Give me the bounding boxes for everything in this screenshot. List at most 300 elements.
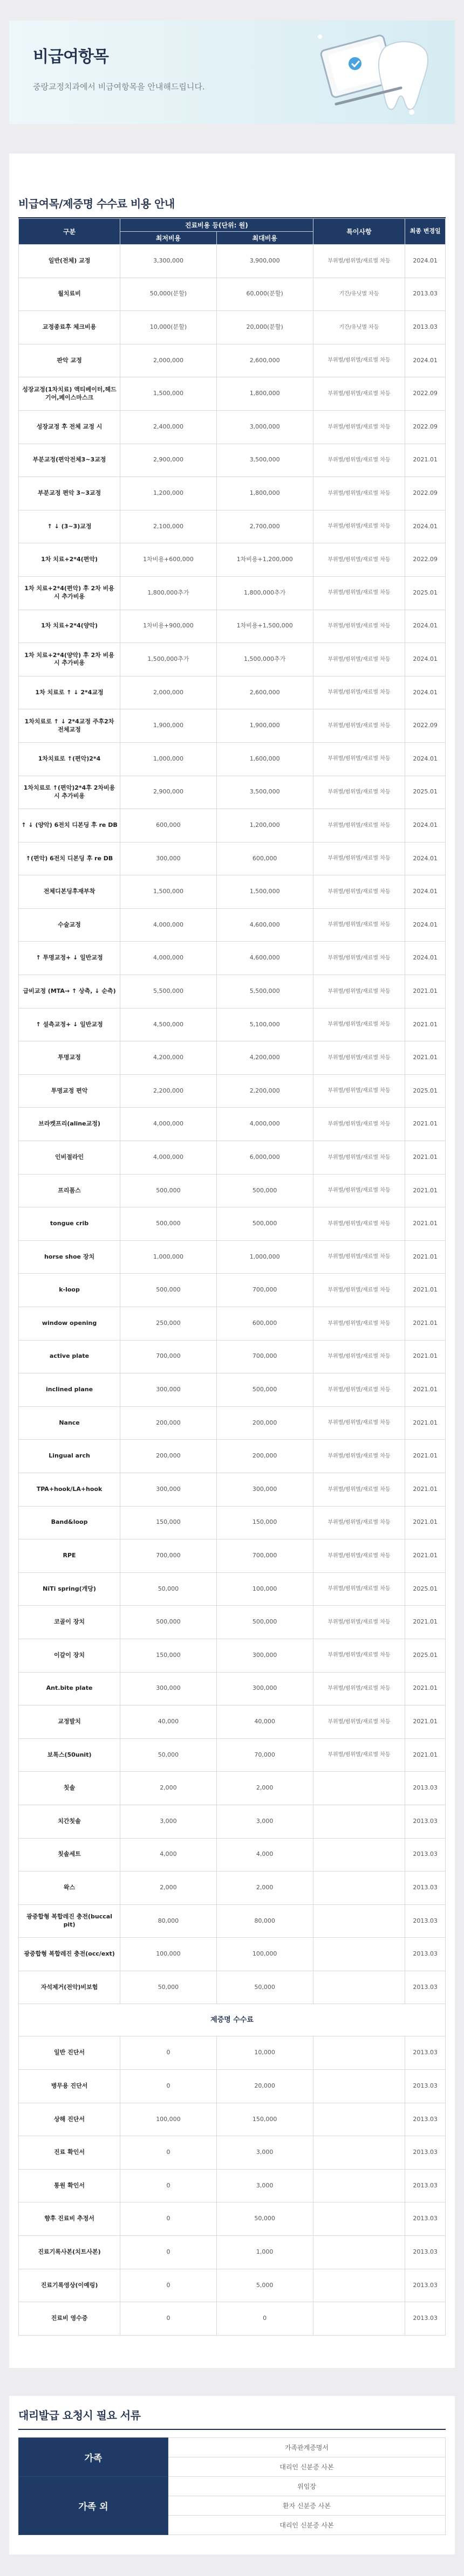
row-name: TPA+hook/LA+hook (19, 1473, 120, 1506)
row-name: NiTi spring(개당) (19, 1572, 120, 1606)
table-row (19, 1871, 446, 1905)
fee-rows (19, 245, 446, 2004)
row-note: 부위별/범위별/재료별 차등 (313, 643, 405, 676)
row-note: 부위별/범위별/재료별 차등 (313, 1074, 405, 1108)
table-row (19, 676, 446, 709)
row-note (313, 1904, 405, 1938)
row-note: 부위별/범위별/재료별 차등 (313, 1406, 405, 1440)
row-max: 1,600,000 (216, 742, 313, 776)
table-row (19, 1008, 446, 1041)
row-name: 통원 확인서 (19, 2169, 120, 2202)
row-max: 60,000(분할) (216, 278, 313, 311)
row-date: 2024.01 (405, 643, 446, 676)
doc-item: 대리인 신분증 사본 (168, 2515, 445, 2534)
row-min: 4,000,000 (120, 1108, 217, 1141)
row-note: 부위별/범위별/재료별 차등 (313, 809, 405, 842)
table-row (19, 1473, 446, 1506)
row-name: 진료기록영상(이예링) (19, 2269, 120, 2302)
row-name: 투명교정 (19, 1041, 120, 1075)
row-min: 1,500,000 (120, 377, 217, 411)
row-max: 150,000 (216, 2103, 313, 2136)
row-date: 2022.09 (405, 543, 446, 577)
row-min: 3,000 (120, 1805, 217, 1838)
row-min: 0 (120, 2070, 217, 2103)
row-name: active plate (19, 1340, 120, 1373)
row-name: 1차치료로 ↑(편악)2*4 (19, 742, 120, 776)
row-name: 교정발치 (19, 1705, 120, 1739)
tablet-tooth-illustration (304, 26, 439, 120)
row-note (313, 2136, 405, 2170)
row-note: 부위별/범위별/재료별 차등 (313, 543, 405, 577)
row-min: 1,000,000 (120, 742, 217, 776)
table-row (19, 1606, 446, 1639)
table-row (19, 1307, 446, 1341)
row-note: 부위별/범위별/재료별 차등 (313, 1240, 405, 1274)
row-name: ↑ ↓ (양악) 6전치 디본딩 후 re DB (19, 809, 120, 842)
table-row (19, 1174, 446, 1207)
table-row (19, 1506, 446, 1539)
card-spacer (18, 154, 446, 185)
table-row (19, 1572, 446, 1606)
row-note: 부위별/범위별/재료별 차등 (313, 942, 405, 975)
row-min: 0 (120, 2269, 217, 2302)
row-note: 부위별/범위별/재료별 차등 (313, 377, 405, 411)
row-name: 1차치료로 ↑ ↓ 2*4교정 주후2차 전체교정 (19, 709, 120, 743)
row-date: 2021.01 (405, 1738, 446, 1772)
table-row (19, 2070, 446, 2103)
row-max: 100,000 (216, 1938, 313, 1971)
row-max: 20,000(분할) (216, 311, 313, 344)
row-min: 2,000 (120, 1871, 217, 1905)
row-min: 1,000,000 (120, 1240, 217, 1274)
row-date: 2022.09 (405, 477, 446, 510)
row-max: 80,000 (216, 1904, 313, 1938)
row-date: 2021.01 (405, 1041, 446, 1075)
row-name: 치간칫솔 (19, 1805, 120, 1838)
row-date: 2024.01 (405, 510, 446, 543)
page-title: 비급여항목 (33, 47, 108, 66)
row-min: 100,000 (120, 1938, 217, 1971)
table-row (19, 2202, 446, 2236)
row-name: 왁스 (19, 1871, 120, 1905)
table-row (19, 311, 446, 344)
row-min: 500,000 (120, 1274, 217, 1307)
row-name: 1차 치료+2*4(양악) (19, 610, 120, 643)
row-max: 600,000 (216, 1307, 313, 1341)
row-date: 2021.01 (405, 1539, 446, 1573)
row-name: 향후 진료비 추정서 (19, 2202, 120, 2236)
row-note: 부위별/범위별/재료별 차등 (313, 742, 405, 776)
row-min: 4,000 (120, 1838, 217, 1871)
row-note: 부위별/범위별/재료별 차등 (313, 875, 405, 909)
row-name: 자석제거(전악)비보험 (19, 1971, 120, 2004)
row-date: 2013.03 (405, 1805, 446, 1838)
row-note (313, 1838, 405, 1871)
row-date: 2013.03 (405, 278, 446, 311)
table-row (19, 1373, 446, 1407)
row-min: 150,000 (120, 1506, 217, 1539)
row-max: 600,000 (216, 842, 313, 875)
row-min: 5,500,000 (120, 975, 217, 1009)
row-name: 1차 치료+2*4(양악) 후 2차 비용 시 추가비용 (19, 643, 120, 676)
row-name: 수술교정 (19, 908, 120, 942)
table-row (19, 1705, 446, 1739)
row-min: 600,000 (120, 809, 217, 842)
col-max: 최대비용 (216, 232, 313, 245)
row-name: tongue crib (19, 1207, 120, 1241)
row-date: 2021.01 (405, 1008, 446, 1041)
row-max: 3,500,000 (216, 444, 313, 477)
row-min: 300,000 (120, 1373, 217, 1407)
row-date: 2013.03 (405, 2302, 446, 2336)
row-min: 3,300,000 (120, 245, 217, 278)
row-max: 3,000,000 (216, 410, 313, 444)
row-min: 2,100,000 (120, 510, 217, 543)
row-min: 1차비용+900,000 (120, 610, 217, 643)
row-name: 성장교정(1차치료) 액티베이터,헤드기어,페이스마스크 (19, 377, 120, 411)
row-note: 부위별/범위별/재료별 차등 (313, 1008, 405, 1041)
table-row (19, 444, 446, 477)
row-date: 2021.01 (405, 1440, 446, 1473)
row-min: 300,000 (120, 842, 217, 875)
row-max: 500,000 (216, 1373, 313, 1407)
doc-item: 대리인 신분증 사본 (168, 2457, 445, 2476)
table-row (19, 410, 446, 444)
table-row (19, 1440, 446, 1473)
row-max: 3,000 (216, 1805, 313, 1838)
docs-card (9, 2396, 455, 2554)
table-row (19, 1340, 446, 1373)
row-name: ↑ 투명교정+ ↓ 일반교정 (19, 942, 120, 975)
row-note (313, 2236, 405, 2269)
row-note: 기간/유닛별 차등 (313, 311, 405, 344)
row-max: 700,000 (216, 1340, 313, 1373)
row-name: Band&loop (19, 1506, 120, 1539)
row-max: 1,800,000 (216, 477, 313, 510)
cert-section-title: 제증명 수수료 (19, 2004, 446, 2036)
row-max: 1,500,000 (216, 875, 313, 909)
row-date: 2024.01 (405, 245, 446, 278)
row-max: 2,200,000 (216, 1074, 313, 1108)
row-name: 1차 치료로 ↑ ↓ 2*4교정 (19, 676, 120, 709)
row-max: 300,000 (216, 1672, 313, 1705)
row-date: 2021.01 (405, 1473, 446, 1506)
row-name: Lingual arch (19, 1440, 120, 1473)
row-max: 1,000 (216, 2236, 313, 2269)
row-date: 2013.03 (405, 1971, 446, 2004)
docs-section-title: 대리발급 요청시 필요 서류 (18, 2396, 446, 2430)
hero-banner (9, 20, 455, 124)
row-min: 1,200,000 (120, 477, 217, 510)
table-row (19, 1672, 446, 1705)
table-row (19, 2036, 446, 2070)
row-max: 1,500,000추가 (216, 643, 313, 676)
row-note: 부위별/범위별/재료별 차등 (313, 1672, 405, 1705)
row-date: 2024.01 (405, 610, 446, 643)
table-row (19, 1838, 446, 1871)
fee-table (18, 218, 446, 2336)
row-max: 5,100,000 (216, 1008, 313, 1041)
row-name: ↑(편악) 6전치 디본딩 후 re DB (19, 842, 120, 875)
row-name: window opening (19, 1307, 120, 1341)
row-min: 200,000 (120, 1440, 217, 1473)
doc-item: 위임장 (168, 2476, 445, 2496)
row-name: Ant.bite plate (19, 1672, 120, 1705)
row-date: 2013.03 (405, 1838, 446, 1871)
row-date: 2024.01 (405, 742, 446, 776)
row-date: 2022.09 (405, 377, 446, 411)
row-max: 2,600,000 (216, 344, 313, 377)
row-min: 2,200,000 (120, 1074, 217, 1108)
table-row (19, 543, 446, 577)
row-note: 부위별/범위별/재료별 차등 (313, 1506, 405, 1539)
row-name: 부분교정(편악전체3~3교정 (19, 444, 120, 477)
row-note (313, 2269, 405, 2302)
row-note: 부위별/범위별/재료별 차등 (313, 1606, 405, 1639)
table-row (19, 377, 446, 411)
row-min: 1,900,000 (120, 709, 217, 743)
row-note: 부위별/범위별/재료별 차등 (313, 1307, 405, 1341)
row-min: 500,000 (120, 1207, 217, 1241)
row-min: 0 (120, 2236, 217, 2269)
row-name: 프리폼스 (19, 1174, 120, 1207)
row-date: 2021.01 (405, 1174, 446, 1207)
row-name: 판악 교정 (19, 344, 120, 377)
row-name: 일반(전체) 교정 (19, 245, 120, 278)
row-note (313, 1805, 405, 1838)
row-name: 칫솔세트 (19, 1838, 120, 1871)
row-date: 2024.01 (405, 809, 446, 842)
row-max: 4,600,000 (216, 942, 313, 975)
table-row (19, 1240, 446, 1274)
row-max: 300,000 (216, 1639, 313, 1672)
page-subtitle: 중랑교정치과에서 비급여항목을 안내해드립니다. (33, 82, 205, 92)
row-name: 보톡스(50unit) (19, 1738, 120, 1772)
row-min: 50,000(분할) (120, 278, 217, 311)
table-row (19, 1971, 446, 2004)
row-min: 0 (120, 2036, 217, 2070)
row-name: 1차치료로 ↑(편악)2*4후 2차비용시 추가비용 (19, 776, 120, 809)
row-max: 5,000 (216, 2269, 313, 2302)
row-note (313, 1871, 405, 1905)
row-note (313, 1938, 405, 1971)
row-max: 1,900,000 (216, 709, 313, 743)
row-date: 2024.01 (405, 344, 446, 377)
row-date: 2013.03 (405, 1904, 446, 1938)
table-row (19, 1041, 446, 1075)
row-date: 2021.01 (405, 1672, 446, 1705)
row-date: 2013.03 (405, 311, 446, 344)
row-note (313, 2169, 405, 2202)
row-min: 2,900,000 (120, 444, 217, 477)
table-row (19, 344, 446, 377)
row-date: 2025.01 (405, 1639, 446, 1672)
row-min: 4,000,000 (120, 942, 217, 975)
row-max: 3,900,000 (216, 245, 313, 278)
row-max: 150,000 (216, 1506, 313, 1539)
row-min: 4,000,000 (120, 908, 217, 942)
row-date: 2025.01 (405, 1572, 446, 1606)
row-date: 2025.01 (405, 776, 446, 809)
row-date: 2025.01 (405, 1074, 446, 1108)
row-name: 1차 치료+2*4(편악) (19, 543, 120, 577)
row-min: 1,500,000 (120, 875, 217, 909)
row-min: 500,000 (120, 1174, 217, 1207)
row-note: 부위별/범위별/재료별 차등 (313, 477, 405, 510)
row-note: 부위별/범위별/재료별 차등 (313, 576, 405, 610)
row-max: 4,000 (216, 1838, 313, 1871)
table-row (19, 908, 446, 942)
row-min: 50,000 (120, 1971, 217, 2004)
row-name: 월치료비 (19, 278, 120, 311)
row-max: 1차비용+1,500,000 (216, 610, 313, 643)
row-min: 50,000 (120, 1738, 217, 1772)
row-date: 2021.01 (405, 1506, 446, 1539)
row-name: 코골이 장치 (19, 1606, 120, 1639)
row-name: ↑ 설측교정+ ↓ 일반교정 (19, 1008, 120, 1041)
row-name: 광중합형 복합레진 충전(occ/ext) (19, 1938, 120, 1971)
row-date: 2021.01 (405, 1141, 446, 1175)
table-row (19, 842, 446, 875)
row-note: 부위별/범위별/재료별 차등 (313, 1340, 405, 1373)
col-updated: 최종 변경일 (405, 219, 446, 245)
table-row (19, 1141, 446, 1175)
row-name: 교정종료후 체크비용 (19, 311, 120, 344)
row-note: 기간/유닛별 차등 (313, 278, 405, 311)
row-min: 2,000 (120, 1772, 217, 1805)
col-group: 진료비용 등(단위: 원) (120, 219, 313, 232)
row-min: 40,000 (120, 1705, 217, 1739)
row-date: 2024.01 (405, 875, 446, 909)
row-date: 2013.03 (405, 2236, 446, 2269)
table-row (19, 1904, 446, 1938)
row-name: 부분교정 편악 3~3교정 (19, 477, 120, 510)
row-name: 이갈이 장치 (19, 1639, 120, 1672)
table-row (19, 1938, 446, 1971)
table-row (19, 809, 446, 842)
row-note: 부위별/범위별/재료별 차등 (313, 1141, 405, 1175)
doc-item: 가족관계증명서 (168, 2437, 445, 2457)
row-min: 10,000(분할) (120, 311, 217, 344)
table-row (19, 1207, 446, 1241)
table-row (19, 776, 446, 809)
row-max: 6,000,000 (216, 1141, 313, 1175)
row-name: 진료비 영수증 (19, 2302, 120, 2336)
row-max: 3,000 (216, 2169, 313, 2202)
row-min: 0 (120, 2169, 217, 2202)
row-note: 부위별/범위별/재료별 차등 (313, 1572, 405, 1606)
table-row (19, 1805, 446, 1838)
row-name: 일반 진단서 (19, 2036, 120, 2070)
row-date: 2022.09 (405, 410, 446, 444)
table-row (19, 1772, 446, 1805)
table-row (19, 1539, 446, 1573)
row-note: 부위별/범위별/재료별 차등 (313, 676, 405, 709)
row-min: 80,000 (120, 1904, 217, 1938)
table-row (19, 942, 446, 975)
row-name: 급비교정 (MTA→ ↑ 상측, ↓ 순측) (19, 975, 120, 1009)
row-date: 2021.01 (405, 1207, 446, 1241)
row-min: 2,000,000 (120, 676, 217, 709)
row-max: 2,600,000 (216, 676, 313, 709)
row-name: 상해 진단서 (19, 2103, 120, 2136)
row-date: 2013.03 (405, 2103, 446, 2136)
table-row (19, 1639, 446, 1672)
row-date: 2024.01 (405, 842, 446, 875)
row-max: 1차비용+1,200,000 (216, 543, 313, 577)
row-date: 2022.09 (405, 709, 446, 743)
row-name: 1차 치료+2*4(편악) 후 2차 비용 시 추가비용 (19, 576, 120, 610)
row-max: 3,000 (216, 2136, 313, 2170)
row-min: 2,400,000 (120, 410, 217, 444)
row-note (313, 2036, 405, 2070)
row-note: 부위별/범위별/재료별 차등 (313, 1174, 405, 1207)
row-max: 300,000 (216, 1473, 313, 1506)
row-min: 0 (120, 2202, 217, 2236)
row-name: Nance (19, 1406, 120, 1440)
table-row (19, 975, 446, 1009)
row-note: 부위별/범위별/재료별 차등 (313, 1108, 405, 1141)
row-max: 1,800,000추가 (216, 576, 313, 610)
row-max: 20,000 (216, 2070, 313, 2103)
row-note (313, 2103, 405, 2136)
row-name: 전체디본딩후재부착 (19, 875, 120, 909)
row-min: 50,000 (120, 1572, 217, 1606)
other-label: 가족 외 (19, 2476, 168, 2534)
row-min: 1차비용+600,000 (120, 543, 217, 577)
row-max: 200,000 (216, 1406, 313, 1440)
row-date: 2024.01 (405, 942, 446, 975)
cert-rows (19, 2036, 446, 2335)
table-row (19, 1406, 446, 1440)
table-row (19, 245, 446, 278)
row-min: 300,000 (120, 1473, 217, 1506)
row-min: 0 (120, 2302, 217, 2336)
row-note (313, 2070, 405, 2103)
row-note: 부위별/범위별/재료별 차등 (313, 444, 405, 477)
table-row (19, 2302, 446, 2336)
row-max: 5,500,000 (216, 975, 313, 1009)
row-min: 500,000 (120, 1606, 217, 1639)
row-date: 2021.01 (405, 1307, 446, 1341)
table-row (19, 875, 446, 909)
row-max: 1,000,000 (216, 1240, 313, 1274)
row-date: 2021.01 (405, 1240, 446, 1274)
row-date: 2021.01 (405, 444, 446, 477)
row-note: 부위별/범위별/재료별 차등 (313, 610, 405, 643)
row-note (313, 1971, 405, 2004)
row-max: 200,000 (216, 1440, 313, 1473)
table-row (19, 610, 446, 643)
row-note (313, 1772, 405, 1805)
row-note: 부위별/범위별/재료별 차등 (313, 709, 405, 743)
table-row (19, 576, 446, 610)
col-category: 구분 (19, 219, 120, 245)
row-name: 칫솔 (19, 1772, 120, 1805)
row-min: 100,000 (120, 2103, 217, 2136)
row-date: 2021.01 (405, 1705, 446, 1739)
row-note: 부위별/범위별/재료별 차등 (313, 908, 405, 942)
table-row (19, 2169, 446, 2202)
fee-section-title: 비급여목/제증명 수수료 비용 안내 (18, 185, 446, 218)
row-note: 부위별/범위별/재료별 차등 (313, 1738, 405, 1772)
row-min: 150,000 (120, 1639, 217, 1672)
row-max: 4,200,000 (216, 1041, 313, 1075)
row-max: 4,000,000 (216, 1108, 313, 1141)
row-date: 2013.03 (405, 2269, 446, 2302)
table-row (19, 2103, 446, 2136)
row-note: 부위별/범위별/재료별 차등 (313, 975, 405, 1009)
